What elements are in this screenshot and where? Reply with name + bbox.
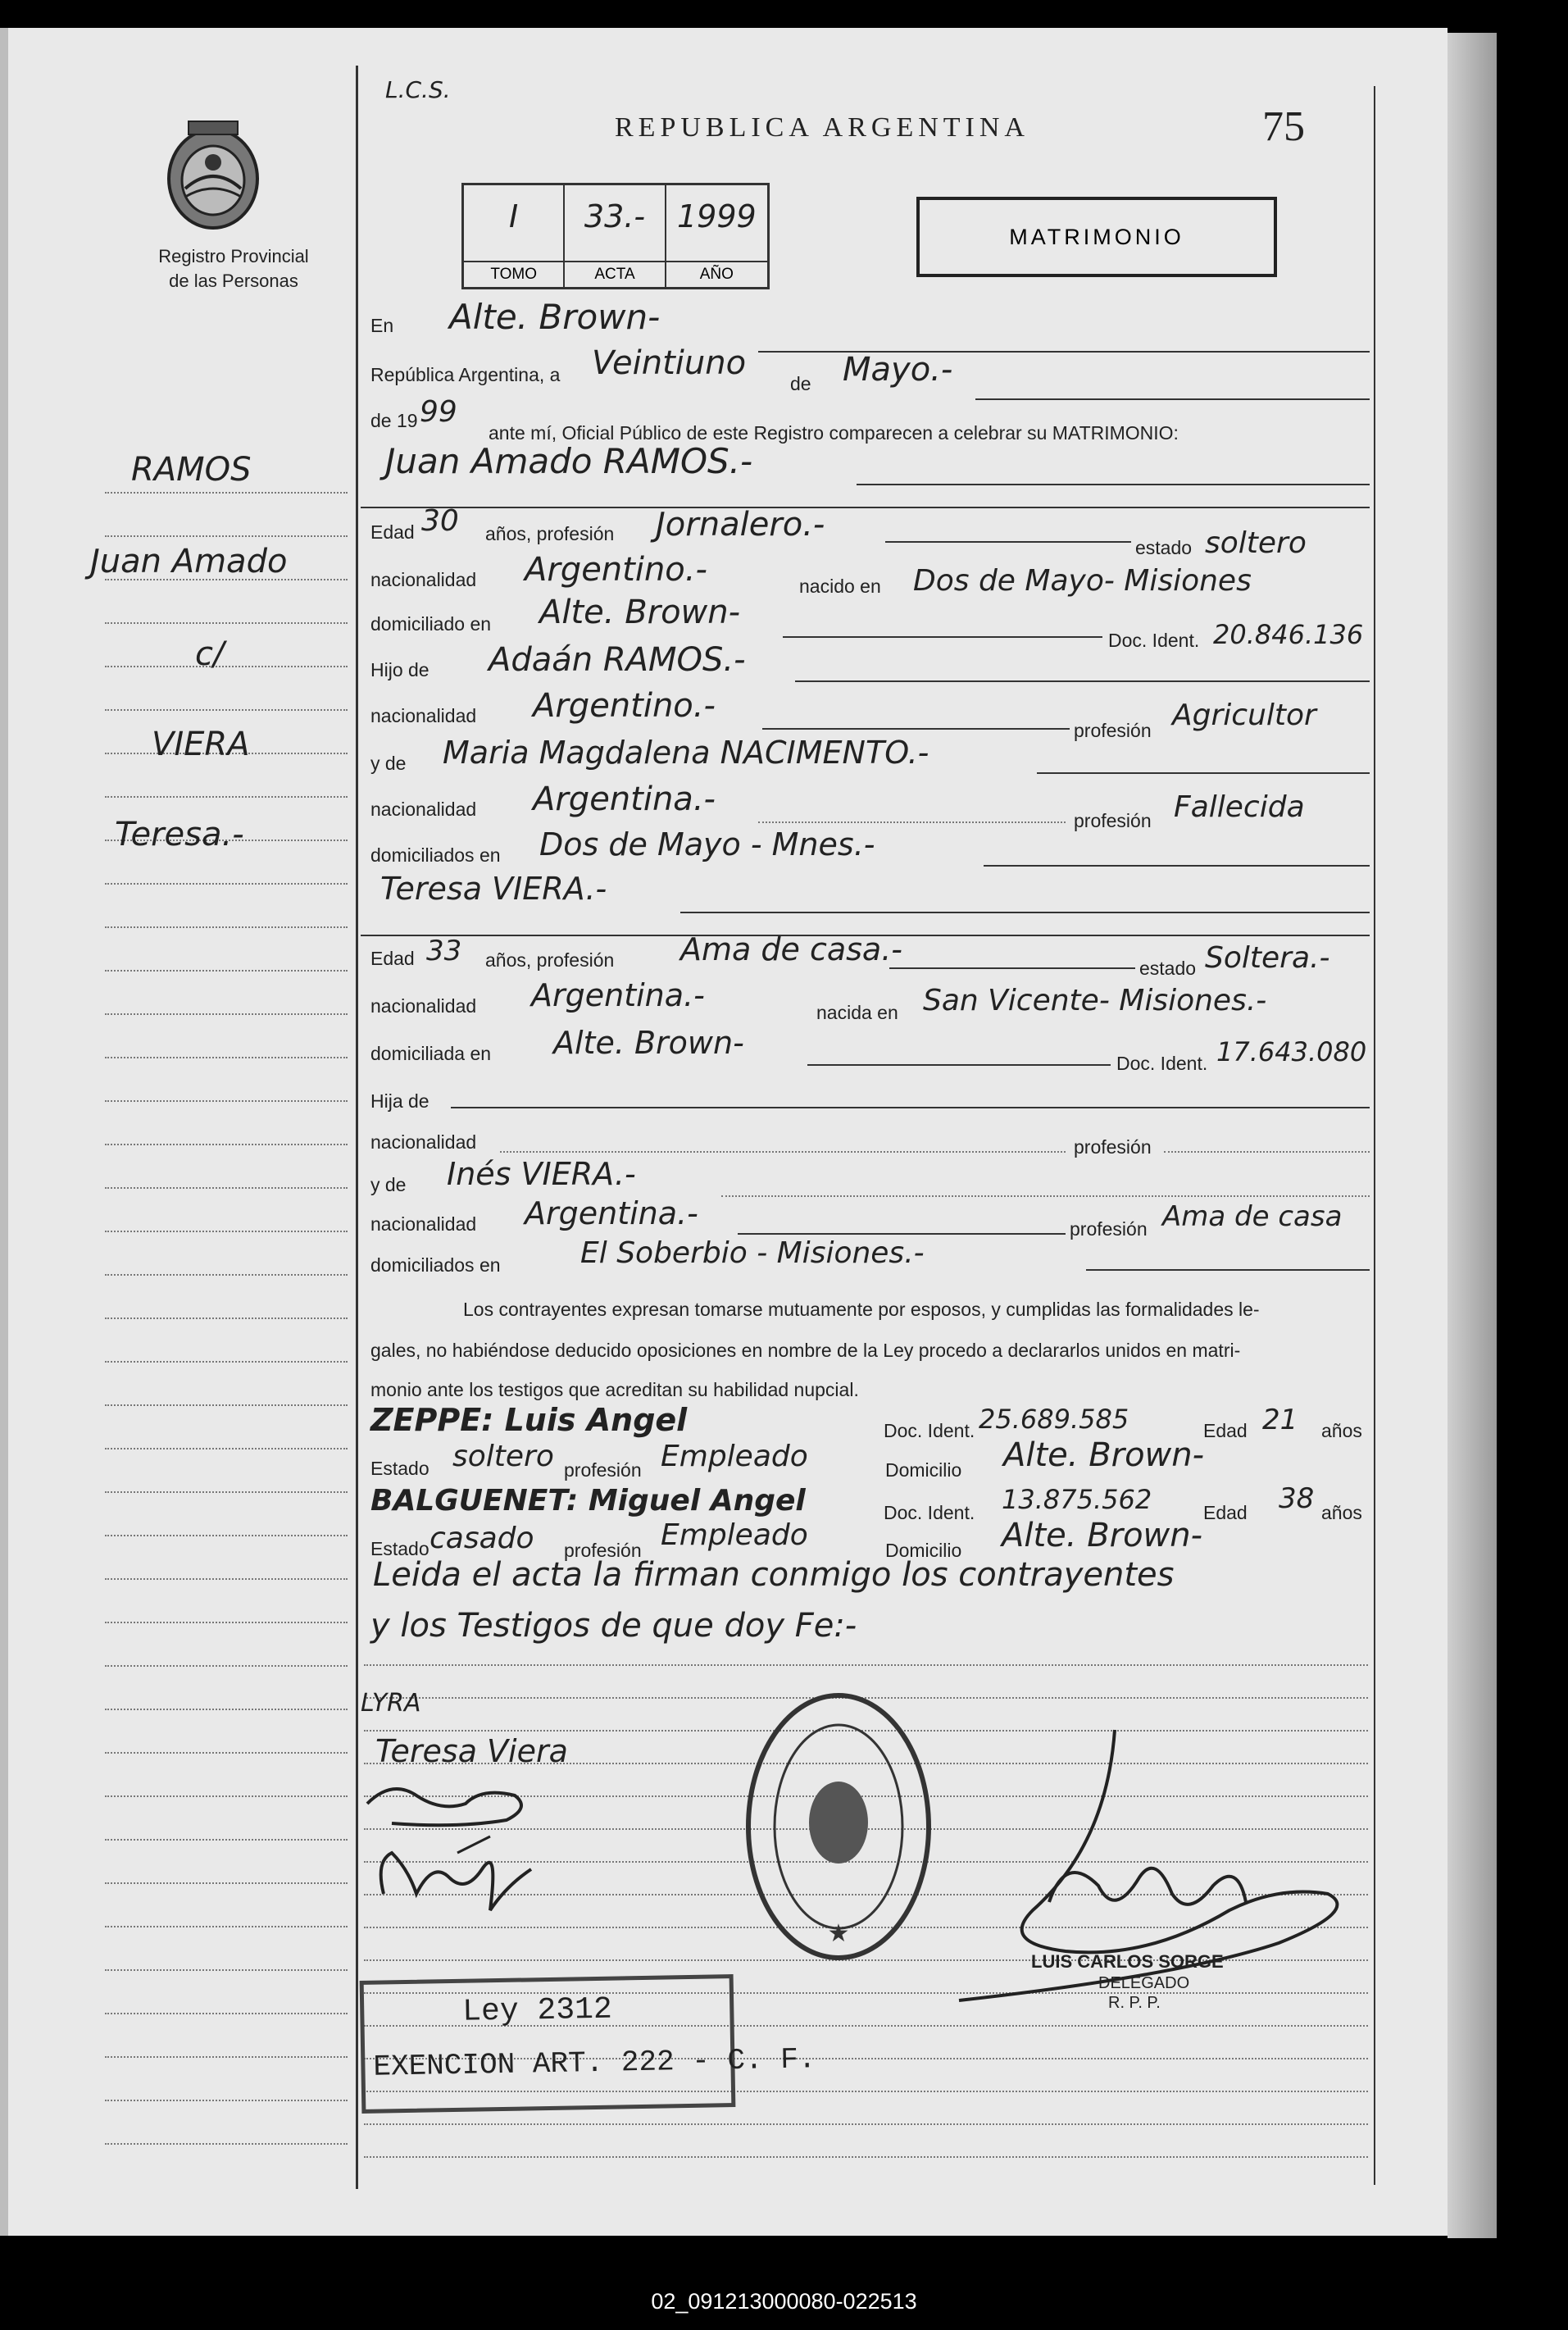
- label-nacido-en: nacido en: [799, 576, 881, 597]
- fill-line: [451, 1107, 1370, 1108]
- label-nacionalidad: nacionalidad: [370, 705, 477, 726]
- record-number-table: [461, 183, 770, 289]
- value-groom-father-nationality: Argentino.-: [533, 687, 716, 725]
- fill-line: [1086, 1269, 1370, 1271]
- svg-text:★: ★: [827, 1920, 850, 1947]
- margin-line: [356, 66, 358, 2189]
- ano-cell: [666, 185, 767, 287]
- label-nacionalidad: nacionalidad: [370, 995, 477, 1017]
- margin-rule: [105, 1578, 348, 1580]
- official-title-rpp: R. P. P.: [1108, 1994, 1161, 2012]
- margin-surname-bride: VIERA: [152, 726, 250, 763]
- label-nacida-en: nacida en: [816, 1002, 898, 1023]
- label-anos: años: [1321, 1420, 1362, 1441]
- acta-cell: [565, 185, 666, 287]
- page-number: 75: [1262, 103, 1305, 150]
- margin-rule: [105, 1839, 348, 1841]
- value-groom-parents-address: Dos de Mayo - Mnes.-: [539, 826, 875, 862]
- ano-value: 1999: [676, 198, 757, 234]
- label-nacionalidad: nacionalidad: [370, 569, 477, 590]
- value-bride-nationality: Argentina.-: [531, 977, 705, 1013]
- office-name-line2: de las Personas: [169, 271, 298, 291]
- fill-line: [857, 484, 1370, 485]
- label-nacionalidad: nacionalidad: [370, 799, 477, 820]
- label-y-de: y de: [370, 753, 407, 774]
- paragraph-line3: monio ante los testigos que acreditan su habilidad nupcial.: [370, 1379, 859, 1400]
- value-bride-mother: Inés VIERA.-: [447, 1156, 636, 1192]
- label-profesion: profesión: [1074, 810, 1152, 831]
- value-bride-doc: 17.643.080: [1216, 1036, 1367, 1067]
- label-edad: Edad: [370, 521, 415, 543]
- value-groom-mother-nationality: Argentina.-: [533, 780, 716, 818]
- fill-line: [721, 1195, 1370, 1197]
- fill-line: [1164, 1151, 1370, 1153]
- label-de19: de 19: [370, 410, 418, 431]
- value-witness1-address: Alte. Brown-: [1003, 1436, 1205, 1474]
- image-code-footer: 02_091213000080-022513: [651, 2289, 917, 2314]
- value-bride-mother-nationality: Argentina.-: [525, 1195, 698, 1231]
- margin-name-bride: Teresa.-: [115, 816, 244, 853]
- fill-line: [680, 912, 1370, 913]
- margin-name-groom: Juan Amado: [90, 543, 288, 580]
- label-doc-ident: Doc. Ident.: [1116, 1053, 1208, 1074]
- margin-rule: [105, 796, 348, 798]
- margin-rule: [105, 1317, 348, 1319]
- label-domiciliado-en: domiciliado en: [370, 613, 492, 635]
- margin-rule: [105, 2013, 348, 2014]
- fill-line: [984, 865, 1370, 867]
- paragraph-line2: gales, no habiéndose deducido oposiciones en nombre de la Ley procedo a declararlos unidos en matri-: [370, 1340, 1241, 1361]
- section-divider: [361, 507, 1370, 508]
- margin-rule: [105, 2100, 348, 2101]
- value-place: Alte. Brown-: [449, 297, 661, 337]
- label-profesion: profesión: [1074, 720, 1152, 741]
- fill-line: [758, 821, 1066, 823]
- fill-line: [807, 1064, 1111, 1066]
- stamp-line1: Ley 2312: [461, 1991, 613, 2030]
- body-rule: [364, 2123, 1368, 2125]
- label-doc-ident: Doc. Ident.: [1108, 630, 1200, 651]
- value-witness2-profession: Empleado: [661, 1518, 808, 1552]
- label-anos-profesion: años, profesión: [485, 949, 615, 971]
- margin-rule: [105, 1665, 348, 1667]
- margin-rule: [105, 926, 348, 928]
- margin-rule: [105, 1013, 348, 1015]
- signature-lyra: LYRA: [361, 1689, 421, 1718]
- margin-rule: [105, 1926, 348, 1927]
- value-groom-address: Alte. Brown-: [539, 594, 741, 631]
- witness-signatures-scribble: [359, 1771, 556, 1918]
- margin-rule: [105, 1622, 348, 1623]
- value-year: 99: [420, 395, 457, 429]
- fill-line: [1037, 772, 1370, 774]
- label-en: En: [370, 315, 394, 336]
- margin-rule: [105, 1448, 348, 1449]
- value-bride-status: Soltera.-: [1205, 941, 1330, 975]
- label-estado: estado: [1139, 958, 1197, 979]
- body-rule: [364, 1664, 1368, 1666]
- office-name-line1: Registro Provincial: [158, 246, 309, 266]
- value-day: Veintiuno: [592, 344, 747, 382]
- initials: L.C.S.: [385, 76, 451, 103]
- margin-rule: [105, 1361, 348, 1363]
- value-groom-status: soltero: [1205, 526, 1307, 560]
- country-title: REPUBLICA ARGENTINA: [615, 112, 1029, 143]
- official-name: LUIS CARLOS SORGE: [1031, 1951, 1224, 1972]
- margin-rule: [105, 1795, 348, 1797]
- label-profesion: profesión: [564, 1540, 642, 1561]
- margin-rule: [105, 883, 348, 885]
- value-groom-mother-profession: Fallecida: [1174, 790, 1305, 824]
- tax-exemption-stamp: [360, 1974, 816, 2114]
- value-bride-profession: Ama de casa.-: [680, 931, 903, 967]
- label-estado: Estado: [370, 1538, 429, 1559]
- margin-rule: [105, 709, 348, 711]
- fill-line: [500, 1151, 1066, 1153]
- value-bride-age: 33: [426, 935, 462, 967]
- label-nacionalidad: nacionalidad: [370, 1213, 477, 1235]
- closing-line1: Leida el acta la firman conmigo los contrayentes: [373, 1556, 1175, 1594]
- value-witness2-name: BALGUENET: Miguel Angel: [370, 1484, 806, 1518]
- margin-rule: [105, 622, 348, 624]
- fill-line: [738, 1233, 1066, 1235]
- value-groom-profession: Jornalero.-: [656, 506, 825, 544]
- fill-line: [762, 728, 1070, 730]
- value-witness2-address: Alte. Brown-: [1002, 1517, 1203, 1554]
- margin-rule: [105, 492, 348, 494]
- margin-rule: [105, 1100, 348, 1102]
- signature-teresa-viera: Teresa Viera: [375, 1733, 568, 1769]
- value-groom-name: Juan Amado RAMOS.-: [385, 441, 753, 481]
- closing-line2: y los Testigos de que doy Fe:-: [370, 1607, 857, 1645]
- official-signature: [934, 1722, 1361, 2017]
- fill-line: [795, 680, 1370, 682]
- value-groom-doc: 20.846.136: [1213, 619, 1364, 650]
- official-title-delegado: DELEGADO: [1098, 1974, 1190, 1992]
- acta-value: 33.-: [584, 198, 646, 234]
- margin-surname-groom: RAMOS: [131, 451, 252, 489]
- body-rule: [364, 2156, 1368, 2158]
- margin-rule: [105, 2143, 348, 2145]
- margin-rule: [105, 535, 348, 537]
- label-domiciliada-en: domiciliada en: [370, 1043, 492, 1064]
- value-bride-address: Alte. Brown-: [553, 1025, 744, 1061]
- label-estado: estado: [1135, 537, 1193, 558]
- value-groom-father-profession: Agricultor: [1172, 699, 1316, 732]
- value-bride-birthplace: San Vicente- Misiones.-: [923, 984, 1267, 1017]
- label-domicilio: Domicilio: [885, 1540, 962, 1561]
- label-ante-mi: ante mí, Oficial Público de este Registro comparecen a celebrar su MATRIMONIO:: [489, 422, 1179, 444]
- margin-rule: [105, 1057, 348, 1058]
- record-type-box: MATRIMONIO: [916, 197, 1277, 277]
- margin-connector: c/: [195, 635, 225, 673]
- label-y-de: y de: [370, 1174, 407, 1195]
- ano-label: AÑO: [666, 261, 767, 287]
- label-edad: Edad: [1203, 1502, 1248, 1523]
- label-anos-profesion: años, profesión: [485, 523, 615, 544]
- margin-rule: [105, 1969, 348, 1971]
- value-bride-parents-address: El Soberbio - Misiones.-: [580, 1236, 925, 1270]
- label-doc-ident: Doc. Ident.: [884, 1502, 975, 1523]
- label-domiciliados-en: domiciliados en: [370, 1254, 501, 1276]
- label-de: de: [790, 373, 811, 394]
- acta-label: ACTA: [565, 261, 664, 287]
- label-profesion: profesión: [1070, 1218, 1148, 1240]
- value-month: Mayo.-: [843, 351, 953, 389]
- margin-rule: [105, 1752, 348, 1754]
- label-republica: República Argentina, a: [370, 364, 561, 385]
- value-bride-mother-profession: Ama de casa: [1162, 1200, 1343, 1233]
- value-groom-nationality: Argentino.-: [525, 551, 707, 589]
- tomo-cell: [464, 185, 565, 287]
- tomo-value: I: [509, 198, 519, 234]
- value-groom-father: Adaán RAMOS.-: [489, 641, 746, 679]
- value-witness1-profession: Empleado: [661, 1440, 808, 1473]
- label-hija-de: Hija de: [370, 1090, 429, 1112]
- fill-line: [889, 967, 1135, 969]
- value-witness1-doc: 25.689.585: [979, 1404, 1129, 1435]
- page-edge: [1448, 33, 1497, 2238]
- margin-rule: [105, 1491, 348, 1493]
- label-domicilio: Domicilio: [885, 1459, 962, 1481]
- margin-rule: [105, 1404, 348, 1406]
- value-witness2-status: casado: [429, 1522, 534, 1555]
- value-groom-mother: Maria Magdalena NACIMENTO.-: [443, 735, 929, 771]
- value-witness1-status: soltero: [452, 1440, 554, 1473]
- fill-line: [975, 398, 1370, 400]
- label-edad: Edad: [370, 948, 415, 969]
- margin-rule: [105, 1231, 348, 1232]
- margin-rule: [105, 1882, 348, 1884]
- margin-rule: [105, 1144, 348, 1145]
- value-witness2-doc: 13.875.562: [1002, 1484, 1152, 1515]
- fill-line: [885, 541, 1131, 543]
- label-doc-ident: Doc. Ident.: [884, 1420, 975, 1441]
- margin-rule: [105, 666, 348, 667]
- label-edad: Edad: [1203, 1420, 1248, 1441]
- margin-rule: [105, 1274, 348, 1276]
- registry-oval-seal: [742, 1687, 935, 1966]
- paragraph-line1: Los contrayentes expresan tomarse mutuamente por esposos, y cumplidas las formalidades le-: [463, 1299, 1260, 1320]
- label-profesion: profesión: [1074, 1136, 1152, 1158]
- label-domiciliados-en: domiciliados en: [370, 844, 501, 866]
- margin-rule: [105, 1187, 348, 1189]
- right-border-line: [1374, 86, 1375, 2185]
- value-groom-birthplace: Dos de Mayo- Misiones: [913, 564, 1252, 598]
- value-bride-name: Teresa VIERA.-: [380, 871, 607, 907]
- label-nacionalidad: nacionalidad: [370, 1131, 477, 1153]
- value-witness1-age: 21: [1262, 1404, 1298, 1436]
- tomo-label: TOMO: [464, 261, 563, 287]
- value-groom-age: 30: [421, 504, 459, 538]
- margin-rule: [105, 970, 348, 972]
- stamp-line2: EXENCION ART. 222 - C. F.: [373, 2042, 816, 2084]
- label-hijo-de: Hijo de: [370, 659, 429, 680]
- margin-rule: [105, 2056, 348, 2058]
- label-profesion: profesión: [564, 1459, 642, 1481]
- fill-line: [783, 636, 1102, 638]
- label-estado: Estado: [370, 1458, 429, 1479]
- province-coat-of-arms-logo: [161, 115, 266, 236]
- value-witness2-age: 38: [1279, 1482, 1315, 1515]
- label-anos: años: [1321, 1502, 1362, 1523]
- value-witness1-name: ZEPPE: Luis Angel: [370, 1402, 688, 1438]
- margin-rule: [105, 1535, 348, 1536]
- margin-rule: [105, 1709, 348, 1710]
